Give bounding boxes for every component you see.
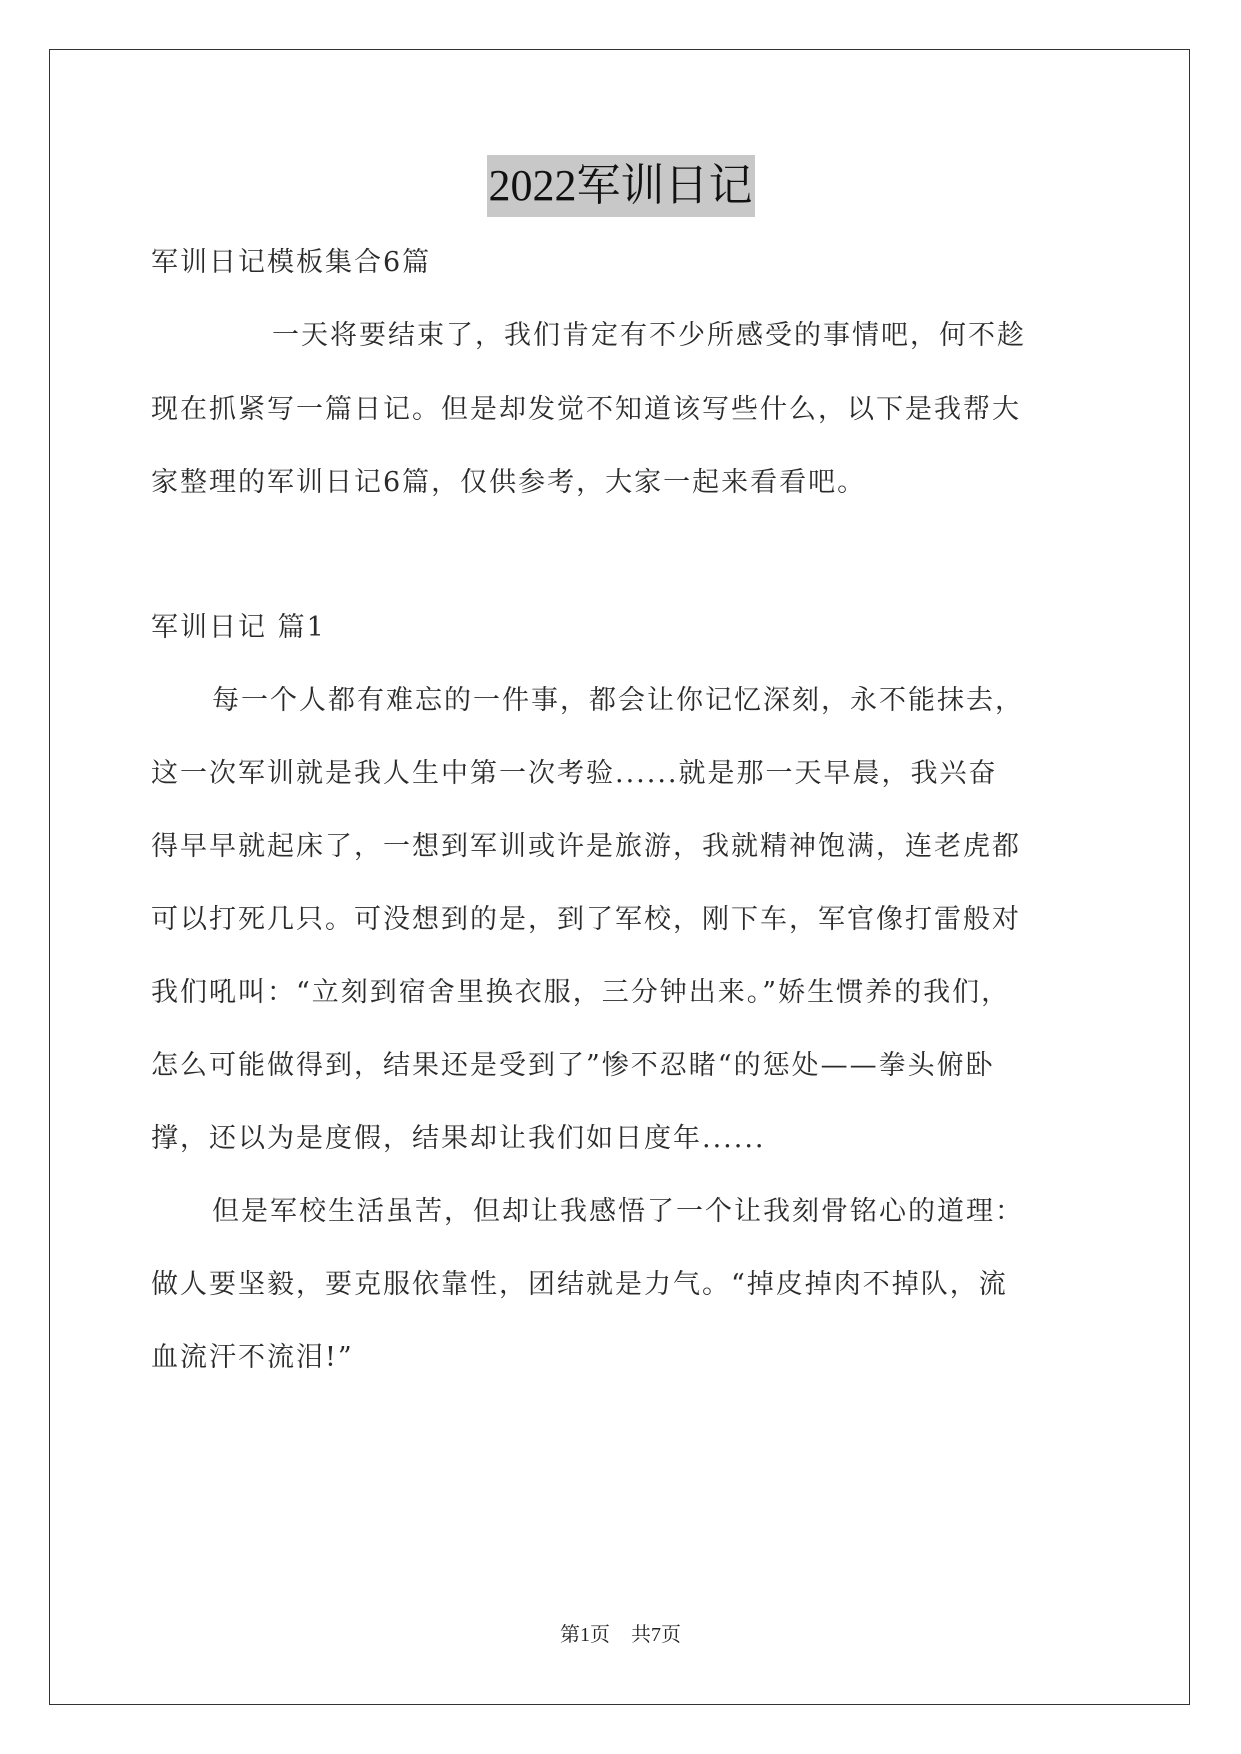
page-total: 共7页 — [631, 1624, 681, 1646]
intro-line: 现在抓紧写一篇日记。但是却发觉不知道该写些什么，以下是我帮大 — [151, 394, 1021, 425]
paragraph-line: 但是军校生活虽苦，但却让我感悟了一个让我刻骨铭心的道理： — [212, 1196, 1024, 1227]
document-subtitle: 军训日记模板集合6篇 — [151, 247, 432, 278]
paragraph-line: 可以打死几只。可没想到的是，到了军校，刚下车，军官像打雷般对 — [151, 904, 1021, 935]
paragraph-line: 我们吼叫：“立刻到宿舍里换衣服，三分钟出来。”娇生惯养的我们， — [151, 977, 1011, 1008]
intro-line: 家整理的军训日记6篇，仅供参考，大家一起来看看吧。 — [151, 467, 867, 498]
page-number: 第1页 — [560, 1624, 610, 1646]
section-heading: 军训日记 篇1 — [151, 612, 326, 643]
page-border — [49, 49, 1190, 1705]
paragraph-line: 每一个人都有难忘的一件事，都会让你记忆深刻，永不能抹去， — [212, 685, 1024, 716]
title-container — [0, 155, 1241, 217]
paragraph-line: 做人要坚毅，要克服依靠性，团结就是力气。“掉皮掉肉不掉队，流 — [151, 1269, 1008, 1300]
document-title: 2022军训日记 — [487, 155, 755, 217]
paragraph-line: 怎么可能做得到，结果还是受到了”惨不忍睹“的惩处——拳头俯卧 — [151, 1050, 995, 1081]
page-footer — [0, 1618, 1241, 1647]
paragraph-line: 撑，还以为是度假，结果却让我们如日度年...... — [151, 1123, 766, 1154]
intro-line: 一天将要结束了，我们肯定有不少所感受的事情吧，何不趁 — [272, 320, 1026, 351]
paragraph-line: 血流汗不流泪!” — [151, 1342, 354, 1373]
paragraph-line: 这一次军训就是我人生中第一次考验......就是那一天早晨，我兴奋 — [151, 758, 998, 789]
paragraph-line: 得早早就起床了，一想到军训或许是旅游，我就精神饱满，连老虎都 — [151, 831, 1021, 862]
